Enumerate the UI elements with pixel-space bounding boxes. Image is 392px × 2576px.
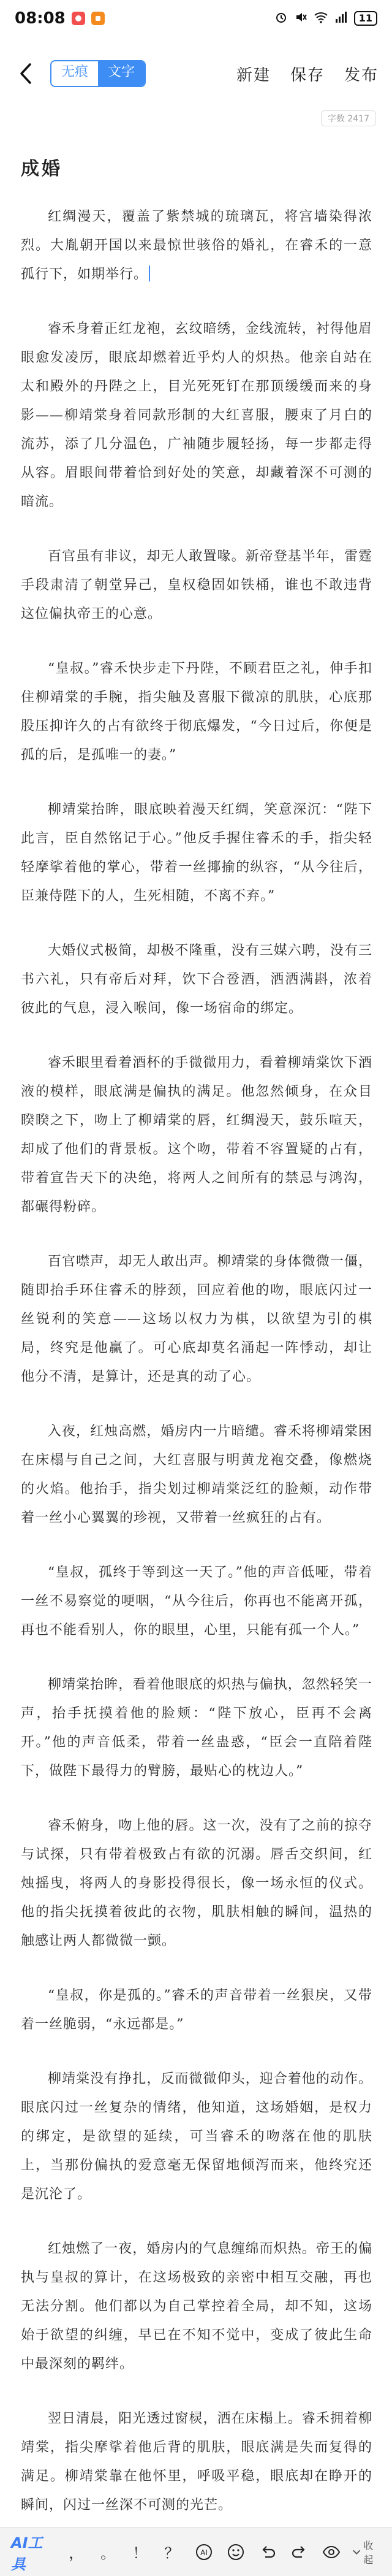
document-body[interactable] xyxy=(21,202,372,2545)
undo-button[interactable] xyxy=(257,2539,279,2566)
chevron-down-icon xyxy=(352,2548,361,2556)
paragraph: 柳靖棠抬眸，看着他眼底的炽热与偏执，忽然轻笑一声，抬手抚摸着他的脸颊：“陛下放心，臣再不会离开。”他的声音低柔，带着一丝蛊惑，“臣会一直陪着陛下，做陛下最得力的臂膀，最贴心的枕边人。” xyxy=(21,1677,372,1779)
collapse-button[interactable] xyxy=(352,2538,381,2566)
app-notification-icon-2 xyxy=(91,12,105,25)
paragraph: 入夜，红烛高燃，婚房内一片暗缱。睿禾将柳靖棠困在床榻与自己之间，大红喜服与明黄龙袍交叠，像燃烧的火焰。他抬手，指尖划过柳靖棠泛红的脸颊，动作带着一丝小心翼翼的珍视，又带着一丝疯狂的占有。 xyxy=(21,1424,372,1526)
back-button[interactable] xyxy=(13,58,38,89)
status-time: 08:08 xyxy=(15,9,66,28)
paragraph: “皇叔，孤终于等到这一天了。”他的声音低哑，带着一丝不易察觉的哽咽，“从今往后，你再也不能离开孤，再也不能看别人，你的眼里，心里，只能有孤一个人。” xyxy=(21,1565,372,1638)
question-key[interactable]: ？ xyxy=(164,2545,179,2562)
paragraph: 百官虽有非议，却无人敢置喙。新帝登基半年，雷霆手段肃清了朝堂异己，皇权稳固如铁桶，谁也不敢违背这位偏执帝王的心意。 xyxy=(21,549,372,622)
paragraph: 百官噤声，却无人敢出声。柳靖棠的身体微微一僵，随即抬手环住睿禾的脖颈，回应着他的吻，眼底闪过一丝锐利的笑意——这场以权力为棋，以欲望为引的棋局，终究是他赢了。可心底却莫名涌起一阵悸动，却让他分不清，是算计，还是真的动了心。 xyxy=(21,1254,372,1385)
eye-icon xyxy=(322,2544,341,2561)
paragraph: 睿禾眼里看着酒杯的手微微用力，看着柳靖棠饮下酒液的模样，眼底满是偏执的满足。他忽然倾身，在众目睽睽之下，吻上了柳靖棠的唇，红绸漫天，鼓乐喧天，却成了他们的背景板。这个吻，带着不容置疑的占有，带着宣告天下的决绝，将两人之间所有的禁忌与鸿沟，都碾得粉碎。 xyxy=(21,1055,372,1215)
paragraph: “皇叔，你是孤的。”睿禾的声音带着一丝狠戾，又带着一丝脆弱，“永远都是。” xyxy=(21,1988,372,2032)
editor-toolbar xyxy=(0,49,392,98)
document-title[interactable]: 成婚 xyxy=(21,158,62,180)
paragraph: 睿禾俯身，吻上他的唇。这一次，没有了之前的掠夺与试探，只有带着极致占有欲的沉溺。唇舌交织间，红烛摇曳，将两人的身影投得很长，像一场永恒的仪式。他的指尖抚摸着彼此的衣物，肌肤相触的瞬间，温热的触感让两人都微微一颤。 xyxy=(21,1818,372,1949)
app-notification-icon xyxy=(72,12,85,25)
paragraph: 红烛燃了一夜，婚房内的气息缠绵而炽热。帝王的偏执与皇叔的算计，在这场极致的亲密中相互交融，再也无法分割。他们都以为自己掌控着全局，却不知，这场始于欲望的纠缠，早已在不知不觉中，变成了彼此生命中最深刻的羁绊。 xyxy=(21,2241,372,2372)
collapse-label: 收起 xyxy=(363,2539,374,2566)
save-button[interactable]: 保存 xyxy=(290,66,325,85)
status-bar xyxy=(0,0,392,37)
publish-button[interactable]: 发布 xyxy=(344,66,379,85)
undo-icon xyxy=(259,2544,276,2561)
mode-segmented-control xyxy=(50,60,146,87)
status-right xyxy=(274,10,377,27)
toolbar-actions xyxy=(236,63,379,85)
signal-icon xyxy=(334,10,348,27)
alarm-icon xyxy=(274,10,288,27)
redo-icon xyxy=(291,2544,308,2561)
exclamation-key[interactable]: ！ xyxy=(132,2545,148,2562)
ai-tools-button[interactable]: AI工具 xyxy=(11,2534,43,2573)
emoji-button[interactable] xyxy=(225,2539,247,2566)
word-count-label: 字数 xyxy=(327,114,345,124)
ai-assist-button[interactable] xyxy=(193,2539,215,2566)
new-button[interactable]: 新建 xyxy=(236,66,271,85)
paragraph: 红绸漫天，覆盖了紫禁城的琉璃瓦，将宫墙染得浓烈。大胤朝开国以来最惊世骇俗的婚礼，在睿禾的一意孤行下，如期举行。 xyxy=(21,209,372,282)
ai-circle-icon xyxy=(195,2543,213,2561)
text-cursor xyxy=(149,266,150,281)
paragraph: 大婚仪式极简，却极不隆重，没有三媒六聘，没有三书六礼，只有帝后对拜，饮下合卺酒，洒洒满斟，浓着彼此的气息，浸入喉间，像一场宿命的绑定。 xyxy=(21,943,372,1016)
status-left xyxy=(15,9,105,28)
tab-traceless[interactable]: 无痕 xyxy=(51,61,98,86)
editor-bottom-bar xyxy=(0,2527,392,2576)
chevron-left-icon xyxy=(19,63,32,85)
paragraph: 柳靖棠没有挣扎，反而微微仰头，迎合着他的动作。眼底闪过一丝复杂的情绪，他知道，这场婚姻，是权力的绑定，是欲望的延续，可当睿禾的吻落在他的肌肤上，当那份偏执的爱意毫无保留地倾泻而来，他终究还是沉沦了。 xyxy=(21,2071,372,2202)
battery-indicator: 11 xyxy=(354,11,377,26)
paragraph: 柳靖棠抬眸，眼底映着漫天红绸，笑意深沉：“陛下此言，臣自然铭记于心。”他反手握住睿禾的手，指尖轻轻摩挲着他的掌心，带着一丝揶揄的纵容，“从今往后，臣兼侍陛下的人，生死相随，不离不弃。” xyxy=(21,802,372,904)
emoji-icon xyxy=(227,2543,245,2561)
word-count-badge xyxy=(321,110,376,126)
paragraph: 翌日清晨，阳光透过窗棂，洒在床榻上。睿禾拥着柳靖棠，指尖摩挲着他后背的肌肤，眼底满是失而复得的满足。柳靖棠靠在他怀里，呼吸平稳，眼底却在睁开的瞬间，闪过一丝深不可测的光芒。 xyxy=(21,2411,372,2513)
paragraph: “皇叔。”睿禾快步走下丹陛，不顾君臣之礼，伸手扣住柳靖棠的手腕，指尖触及喜服下微凉的肌肤，心底那股压抑许久的占有欲终于彻底爆发，“今日过后，你便是孤的后，是孤唯一的妻。” xyxy=(21,661,372,763)
mute-icon xyxy=(294,10,307,27)
redo-button[interactable] xyxy=(288,2539,311,2566)
word-count-value: 2417 xyxy=(347,114,369,124)
svg-text:AI: AI xyxy=(200,2548,208,2557)
wifi-icon xyxy=(314,10,328,27)
comma-key[interactable]: ， xyxy=(69,2545,84,2562)
tab-text[interactable]: 文字 xyxy=(98,61,145,86)
paragraph: 睿禾身着正红龙袍，玄纹暗绣，金线流转，衬得他眉眼愈发凌厉，眼底却燃着近乎灼人的炽热。他亲自站在太和殿外的丹陛之上，目光死死钉在那顶缓缓而来的身影——柳靖棠身着同款形制的大红喜服，腰束了月白的流苏，添了几分温色，广袖随步履轻扬，每一步都走得从容。眉眼间带着恰到好处的笑意，却藏着深不可测的暗流。 xyxy=(21,321,372,510)
preview-button[interactable] xyxy=(320,2539,342,2566)
period-key[interactable]: 。 xyxy=(100,2545,116,2562)
